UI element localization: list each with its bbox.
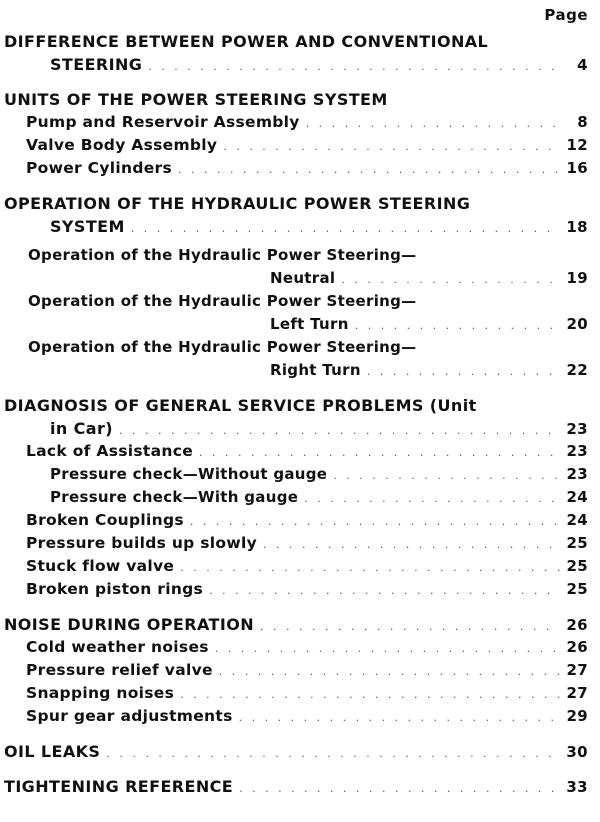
dot-leader [355,314,560,337]
dot-leader [178,158,560,181]
toc-entry-page: 18 [566,218,588,236]
toc-entry-page: 4 [577,56,588,74]
toc-entry-title: OIL LEAKS [4,742,101,761]
toc-entry-title: Operation of the Hydraulic Power Steering— [28,246,417,264]
dot-leader [180,556,560,579]
toc-entry-title: Snapping noises [26,684,175,702]
toc-entry[interactable] [0,394,600,417]
dot-leader [199,441,560,464]
toc-entry[interactable] [0,134,600,157]
toc-entry-title: NOISE DURING OPERATION [4,615,254,634]
toc-entry[interactable] [0,53,600,76]
toc-entry[interactable] [0,555,600,578]
toc-entry-title: Pressure builds up slowly [26,534,257,552]
toc-entry-title: Pressure check—With gauge [50,488,299,506]
toc-entry[interactable] [0,578,600,601]
toc-entry-page: 23 [566,420,588,438]
dot-leader [306,112,560,135]
toc-entry[interactable] [0,509,600,532]
toc-entry-page: 33 [566,778,588,796]
toc-entry[interactable] [0,636,600,659]
toc-entry-title: Pump and Reservoir Assembly [26,113,300,131]
table-of-contents [0,30,600,798]
toc-entry[interactable] [0,532,600,555]
toc-entry-page: 29 [566,707,588,725]
dot-leader [209,579,560,602]
toc-entry-page: 8 [577,113,588,131]
toc-entry[interactable] [0,613,600,636]
toc-entry-title: UNITS OF THE POWER STEERING SYSTEM [4,90,388,109]
toc-entry[interactable] [0,659,600,682]
toc-entry-page: 27 [566,684,588,702]
dot-leader [215,637,560,660]
dot-leader [239,706,560,729]
dot-leader [131,217,560,240]
toc-entry[interactable] [0,244,600,267]
toc-entry-title: Stuck flow valve [26,557,175,575]
toc-entry-title: Operation of the Hydraulic Power Steering— [28,338,417,356]
dot-leader [119,419,560,442]
toc-entry-page: 23 [566,442,588,460]
toc-entry[interactable] [0,267,600,290]
toc-entry[interactable] [0,290,600,313]
toc-entry-title: Valve Body Assembly [26,136,218,154]
toc-entry-title: OPERATION OF THE HYDRAULIC POWER STEERING [4,194,471,213]
dot-leader [148,55,560,78]
dot-leader [260,615,560,638]
toc-entry-page: 24 [566,511,588,529]
toc-entry[interactable] [0,30,600,53]
toc-entry[interactable] [0,775,600,798]
toc-entry-page: 26 [566,638,588,656]
toc-entry-title: TIGHTENING REFERENCE [4,777,234,796]
toc-entry-page: 12 [566,136,588,154]
toc-entry-title: Pressure relief valve [26,661,213,679]
toc-entry-title: Lack of Assistance [26,442,194,460]
toc-entry[interactable] [0,359,600,382]
toc-entry[interactable] [0,463,600,486]
toc-entry[interactable] [0,215,600,238]
toc-entry[interactable] [0,440,600,463]
toc-entry[interactable] [0,192,600,215]
toc-entry-title: Operation of the Hydraulic Power Steering— [28,292,417,310]
toc-entry[interactable] [0,740,600,763]
toc-entry-title: Broken Couplings [26,511,184,529]
toc-entry-title: Cold weather noises [26,638,209,656]
dot-leader [239,777,560,800]
dot-leader [333,464,560,487]
dot-leader [367,360,560,383]
toc-entry-title: DIAGNOSIS OF GENERAL SERVICE PROBLEMS (Unit [4,396,477,415]
toc-entry-title: STEERING [50,55,143,74]
dot-leader [190,510,560,533]
dot-leader [180,683,560,706]
toc-entry[interactable] [0,705,600,728]
toc-entry[interactable] [0,157,600,180]
toc-entry[interactable] [0,336,600,359]
toc-entry[interactable] [0,111,600,134]
toc-entry-title: SYSTEM [50,217,125,236]
dot-leader [304,487,560,510]
toc-entry[interactable] [0,313,600,336]
toc-entry-page: 23 [566,465,588,483]
toc-entry-page: 26 [566,616,588,634]
toc-entry[interactable] [0,417,600,440]
toc-entry-page: 22 [566,361,588,379]
toc-entry-title: Neutral [270,269,336,287]
toc-entry-page: 20 [566,315,588,333]
dot-leader [106,742,560,765]
toc-entry-page: 25 [566,557,588,575]
dot-leader [219,660,560,683]
toc-entry[interactable] [0,88,600,111]
toc-entry-title: Right Turn [270,361,361,379]
toc-entry-title: Left Turn [270,315,349,333]
toc-entry-title: Power Cylinders [26,159,172,177]
toc-entry[interactable] [0,486,600,509]
toc-entry-page: 25 [566,580,588,598]
toc-entry[interactable] [0,682,600,705]
toc-entry-page: 19 [566,269,588,287]
dot-leader [263,533,560,556]
toc-entry-page: 30 [566,743,588,761]
toc-entry-page: 24 [566,488,588,506]
toc-entry-title: DIFFERENCE BETWEEN POWER AND CONVENTIONAL [4,32,489,51]
toc-entry-page: 16 [566,159,588,177]
toc-entry-title: Pressure check—Without gauge [50,465,328,483]
toc-entry-title: in Car) [50,419,113,438]
toc-entry-title: Broken piston rings [26,580,204,598]
dot-leader [223,135,560,158]
dot-leader [341,268,560,291]
toc-entry-page: 27 [566,661,588,679]
toc-entry-title: Spur gear adjustments [26,707,233,725]
toc-entry-page: 25 [566,534,588,552]
page-column-label: Page [544,6,588,24]
